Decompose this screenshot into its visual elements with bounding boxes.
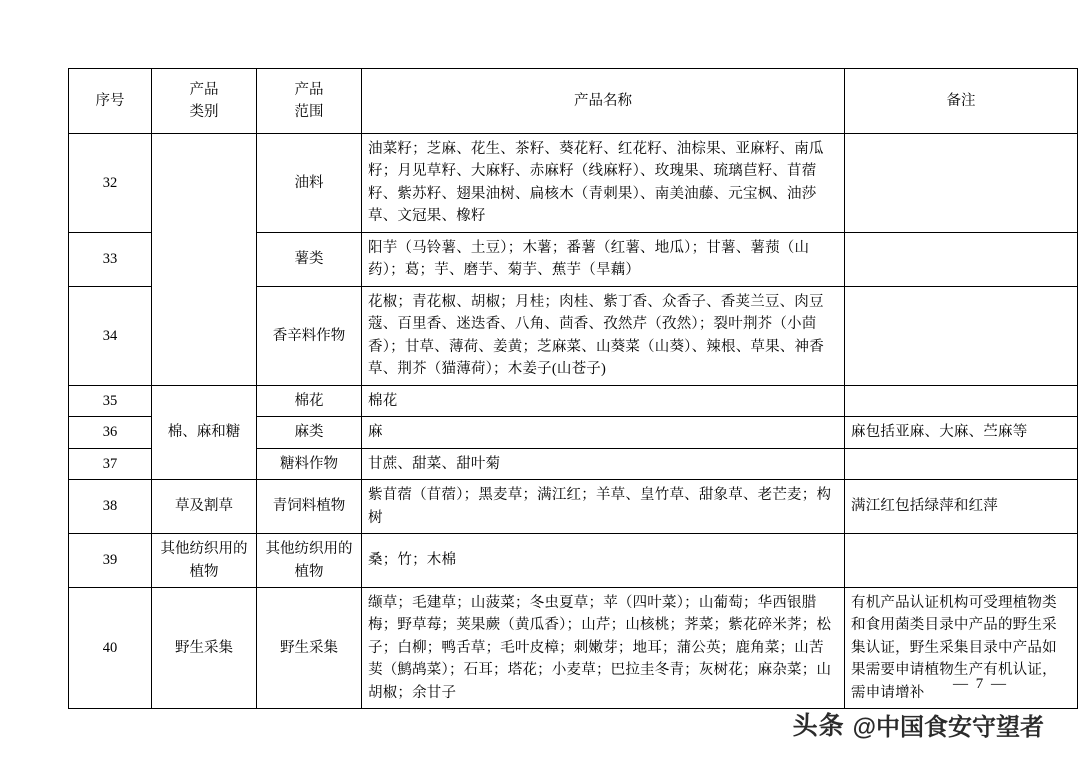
cell-product-name: 桑；竹；木棉	[362, 534, 845, 588]
header-category-line-2: 类别	[189, 104, 219, 120]
cell-scope: 棉花	[257, 385, 362, 416]
header-note	[845, 69, 1078, 134]
table-header	[69, 69, 1078, 134]
cell-category: 野生采集	[152, 587, 257, 708]
cell-scope: 薯类	[257, 232, 362, 286]
cell-scope: 其他纺织用的植物	[257, 534, 362, 588]
cell-product-name: 油菜籽；芝麻、花生、茶籽、葵花籽、红花籽、油棕果、亚麻籽、南瓜籽；月见草籽、大麻籽、赤麻籽（线麻籽）、玫瑰果、琉璃苣籽、苜蓿籽、紫苏籽、翅果油树、扁核木（青刺果）、南美油藤、元宝枫、油莎草、文冠果、橡籽	[362, 134, 845, 233]
cell-product-name: 麻	[362, 417, 845, 448]
cell-scope: 青饲料植物	[257, 480, 362, 534]
header-seq	[69, 69, 152, 134]
cell-note	[845, 134, 1078, 233]
cell-seq: 36	[69, 417, 152, 448]
cell-product-name: 花椒；青花椒、胡椒；月桂；肉桂、紫丁香、众香子、香荚兰豆、肉豆蔻、百里香、迷迭香、八角、茴香、孜然芹（孜然）；裂叶荆芥（小茴香）；甘草、薄荷、姜黄；芝麻菜、山葵菜（山葵）、辣根、草果、神香草、荆芥（猫薄荷）；木姜子(山苍子)	[362, 286, 845, 385]
cell-seq: 37	[69, 448, 152, 479]
cell-scope: 糖料作物	[257, 448, 362, 479]
cell-scope: 麻类	[257, 417, 362, 448]
cell-seq: 40	[69, 587, 152, 708]
header-note-line-1: 备注	[946, 92, 976, 109]
table-row	[69, 534, 1078, 588]
cell-scope: 油料	[257, 134, 362, 233]
header-category	[152, 69, 257, 134]
cell-scope: 香辛料作物	[257, 286, 362, 385]
watermark-logo: 头条	[792, 712, 845, 740]
cell-product-name: 棉花	[362, 385, 845, 416]
cell-note	[845, 286, 1078, 385]
cell-product-name: 缬草；毛建草；山菠菜；冬虫夏草；苹（四叶菜）；山葡萄；华西银腊梅；野草莓；荚果蕨（黄瓜香）；山芹；山核桃；荠菜；紫花碎米荠；松子；白柳；鸭舌草；毛叶皮樟；刺嫩芽；地耳；蒲公英；鹿角菜；山苦荬（鹪鸪菜）；石耳；塔花；小麦草；巴拉圭冬青；灰树花；麻杂菜；山胡椒；余甘子	[362, 587, 845, 708]
table-row	[69, 134, 1078, 233]
table-row	[69, 385, 1078, 416]
header-scope-line-1: 产品	[294, 81, 324, 98]
cell-seq: 33	[69, 232, 152, 286]
cell-note	[845, 385, 1078, 416]
cell-note	[845, 232, 1078, 286]
cell-note: 有机产品认证机构可受理植物类和食用菌类目录中产品的野生采集认证，野生采集目录中产品如果需要申请植物生产有机认证，需申请增补	[845, 587, 1078, 708]
cell-product-name: 阳芋（马铃薯、土豆）；木薯；番薯（红薯、地瓜）；甘薯、薯蓣（山药）；葛；芋、磨芋、菊芋、蕉芋（旱藕）	[362, 232, 845, 286]
watermark-text: @中国食安守望者	[852, 713, 1044, 741]
cell-category	[152, 134, 257, 386]
cell-scope: 野生采集	[257, 587, 362, 708]
cell-product-name: 紫苜蓿（苜蓿）；黑麦草；满江红；羊草、皇竹草、甜象草、老芒麦；构树	[362, 480, 845, 534]
header-category-line-1: 产品	[189, 81, 219, 98]
table-body	[69, 134, 1078, 709]
header-scope-line-2: 范围	[294, 104, 324, 120]
cell-seq: 35	[69, 385, 152, 416]
cell-note	[845, 534, 1078, 588]
cell-note: 满江红包括绿萍和红萍	[845, 480, 1078, 534]
table-row	[69, 587, 1078, 708]
cell-category: 其他纺织用的植物	[152, 534, 257, 588]
page-number: — 7 —	[953, 676, 1008, 692]
cell-note: 麻包括亚麻、大麻、苎麻等	[845, 417, 1078, 448]
header-scope	[257, 69, 362, 134]
header-product-name	[362, 69, 845, 134]
header-seq-line-1: 序号	[95, 92, 125, 109]
cell-seq: 34	[69, 286, 152, 385]
watermark	[793, 706, 1044, 742]
table-header-row	[69, 69, 1078, 134]
cell-note	[845, 448, 1078, 479]
cell-category: 棉、麻和糖	[152, 385, 257, 479]
cell-seq: 38	[69, 480, 152, 534]
cell-product-name: 甘蔗、甜菜、甜叶菊	[362, 448, 845, 479]
table-row	[69, 480, 1078, 534]
cell-seq: 32	[69, 134, 152, 233]
header-product-name-line-1: 产品名称	[574, 92, 632, 109]
cell-seq: 39	[69, 534, 152, 588]
product-catalog-table	[68, 68, 1078, 709]
cell-category: 草及割草	[152, 480, 257, 534]
